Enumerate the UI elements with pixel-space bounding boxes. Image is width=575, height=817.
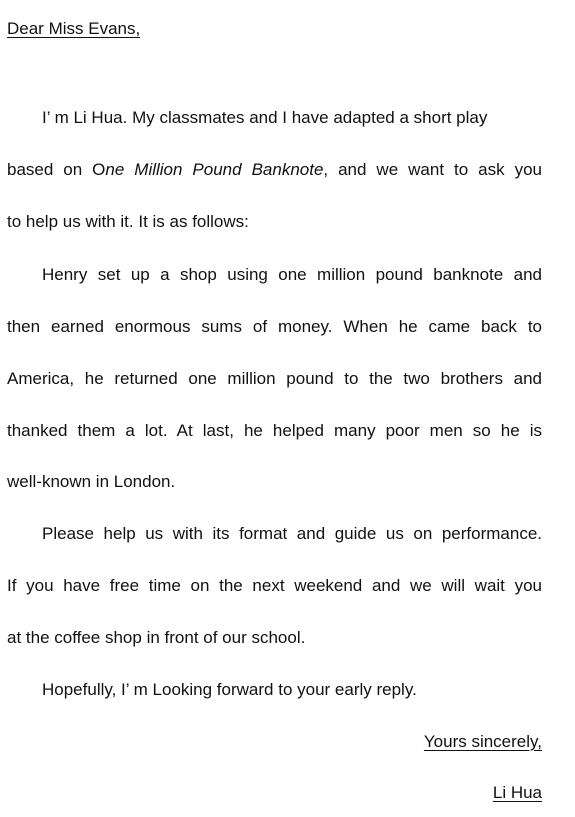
paragraph-1-line-2 [7,159,542,181]
paragraph-1-line-3: to help us with it. It is as follows: [7,212,249,231]
salutation: Dear Miss Evans, [7,19,141,38]
paragraph-3-line-2: If you have free time on the next weekend and we will wait you [7,576,542,595]
paragraph-2-line-5: well-known in London. [7,472,176,491]
paragraph-3-line-1: Please help us with its format and guide us on performance. [42,524,542,543]
paragraph-4-line-1: Hopefully, I’ m Looking forward to your early reply. [42,680,417,699]
book-title: ne Million Pound Banknote [105,160,324,179]
paragraph-1-line-1: I’ m Li Hua. My classmates and I have adapted a short play [42,108,488,127]
paragraph-2-line-4: thanked them a lot. At last, he helped many poor men so he is [7,421,542,440]
paragraph-2-line-1: Henry set up a shop using one million pound banknote and [42,265,542,284]
paragraph-3-line-3: at the coffee shop in front of our school. [7,628,306,647]
paragraph-1-line-2-part-3: , and we want to ask you [323,160,543,179]
paragraph-2-line-2: then earned enormous sums of money. When he came back to [7,317,542,336]
closing: Yours sincerely, [423,732,542,751]
paragraph-1-line-2-part-1: based on O [7,160,106,179]
signature: Li Hua [492,783,542,802]
paragraph-2-line-3: America, he returned one million pound to the two brothers and [7,369,542,388]
